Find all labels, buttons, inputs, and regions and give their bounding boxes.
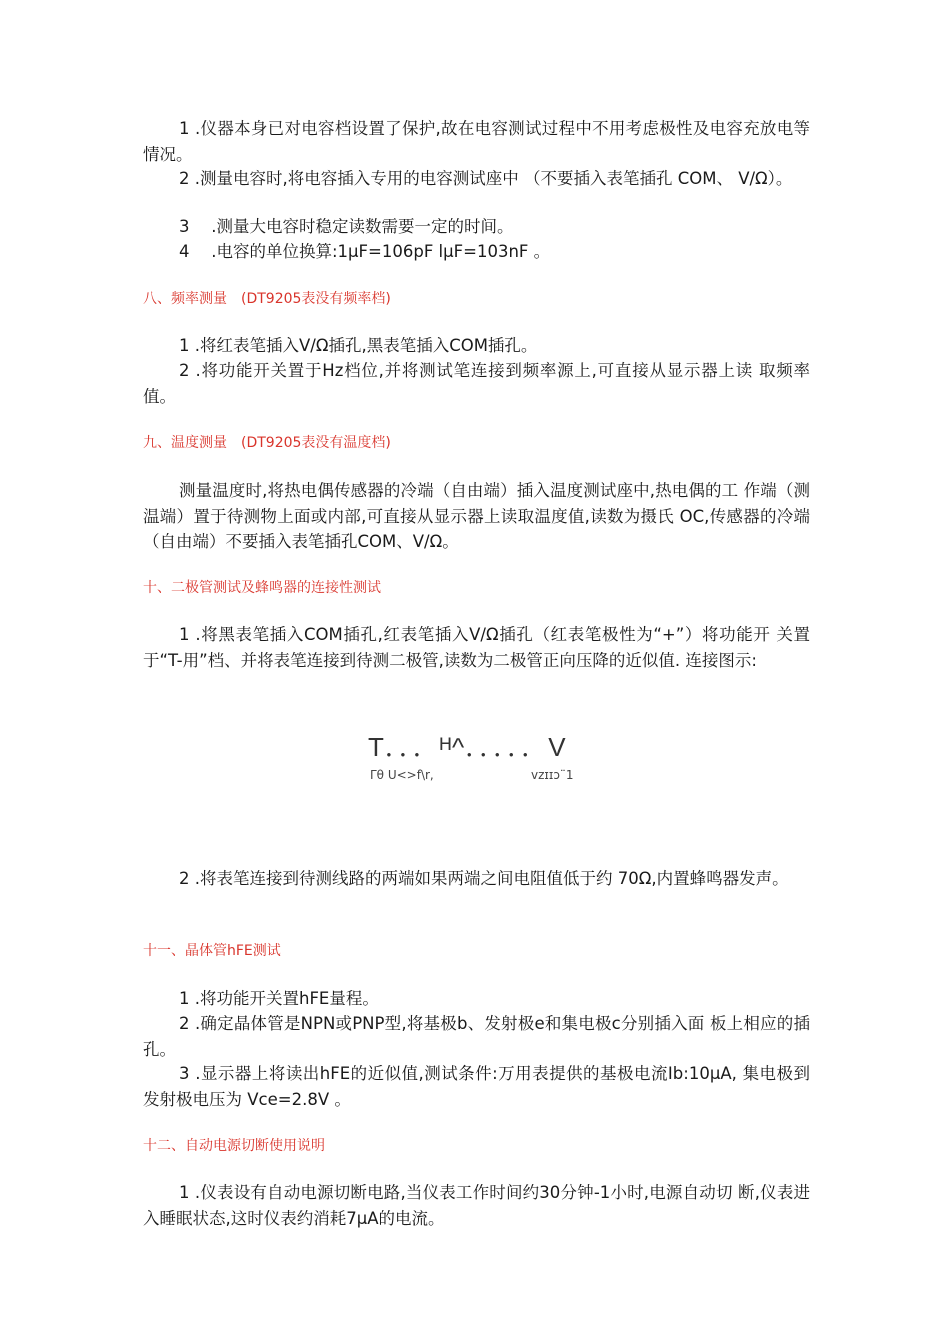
capacitance-note-3: 3 .测量大电容时稳定读数需要一定的时间。 [179, 217, 514, 236]
diagram-label-right: vzɪɪɔ¨1 [531, 768, 574, 782]
hfe-step-3: 3 .显示器上将读出hFE的近似值,测试条件:万用表提供的基极电流Ib:10μA, 集电极到发射极电压为 Vce=2.8V 。 [143, 1064, 810, 1109]
capacitance-note-2: 2 .测量电容时,将电容插入专用的电容测试座中 （不要插入表笔插孔 COM、 V/Ω）。 [179, 169, 793, 188]
frequency-step-2: 2 .将功能开关置于Hz档位,并将测试笔连接到频率源上,可直接从显示器上读 取频率值。 [143, 361, 810, 406]
diagram-label-left: Γθ U<>f\r, [370, 768, 434, 782]
hfe-step-1: 1 .将功能开关置hFE量程。 [179, 989, 379, 1008]
diode-connection-diagram [368, 727, 628, 786]
hfe-heading: 十一、晶体管hFE测试 [143, 943, 281, 959]
capacitance-note-4: 4 .电容的单位换算:1μF=106pF lμF=103nF 。 [179, 242, 551, 261]
temperature-paragraph: 测量温度时,将热电偶传感器的冷端（自由端）插入温度测试座中,热电偶的工 作端（测温端）置于待测物上面或内部,可直接从显示器上读取温度值,读数为摄氏 OC,传感器的冷端（自由端）不要插入表笔插孔COM、V/Ω。 [143, 481, 810, 551]
diode-step-1: 1 .将黑表笔插入COM插孔,红表笔插入V/Ω插孔（红表笔极性为“+”）将功能开 关置于“T-用”档、并将表笔连接到待测二极管,读数为二极管正向压降的近似值. 连接图示: [143, 625, 810, 670]
auto-power-off-heading: 十二、自动电源切断使用说明 [143, 1138, 325, 1154]
frequency-heading: 八、频率测量 (DT9205表没有频率档) [143, 291, 391, 307]
diode-heading: 十、二极管测试及蜂鸣器的连接性测试 [143, 580, 381, 596]
auto-power-off-step-1: 1 .仪表设有自动电源切断电路,当仪表工作时间约30分钟-1小时,电源自动切 断,仪表进入睡眠状态,这时仪表约消耗7μA的电流。 [143, 1183, 810, 1228]
hfe-step-2: 2 .确定晶体管是NPN或PNP型,将基极b、发射极e和集电极c分别插入面 板上相应的插孔。 [143, 1014, 810, 1059]
frequency-step-1: 1 .将红表笔插入V/Ω插孔,黑表笔插入COM插孔。 [179, 336, 538, 355]
buzzer-step-2: 2 .将表笔连接到待测线路的两端如果两端之间电阻值低于约 70Ω,内置蜂鸣器发声。 [179, 869, 789, 888]
capacitance-note-1: 1 .仪器本身已对电容档设置了保护,故在电容测试过程中不用考虑极性及电容充放电等情况。 [143, 119, 810, 164]
diagram-line: T．．．ᴴ^．．．．．V [368, 732, 567, 762]
temperature-heading: 九、温度测量 (DT9205表没有温度档) [143, 435, 391, 451]
